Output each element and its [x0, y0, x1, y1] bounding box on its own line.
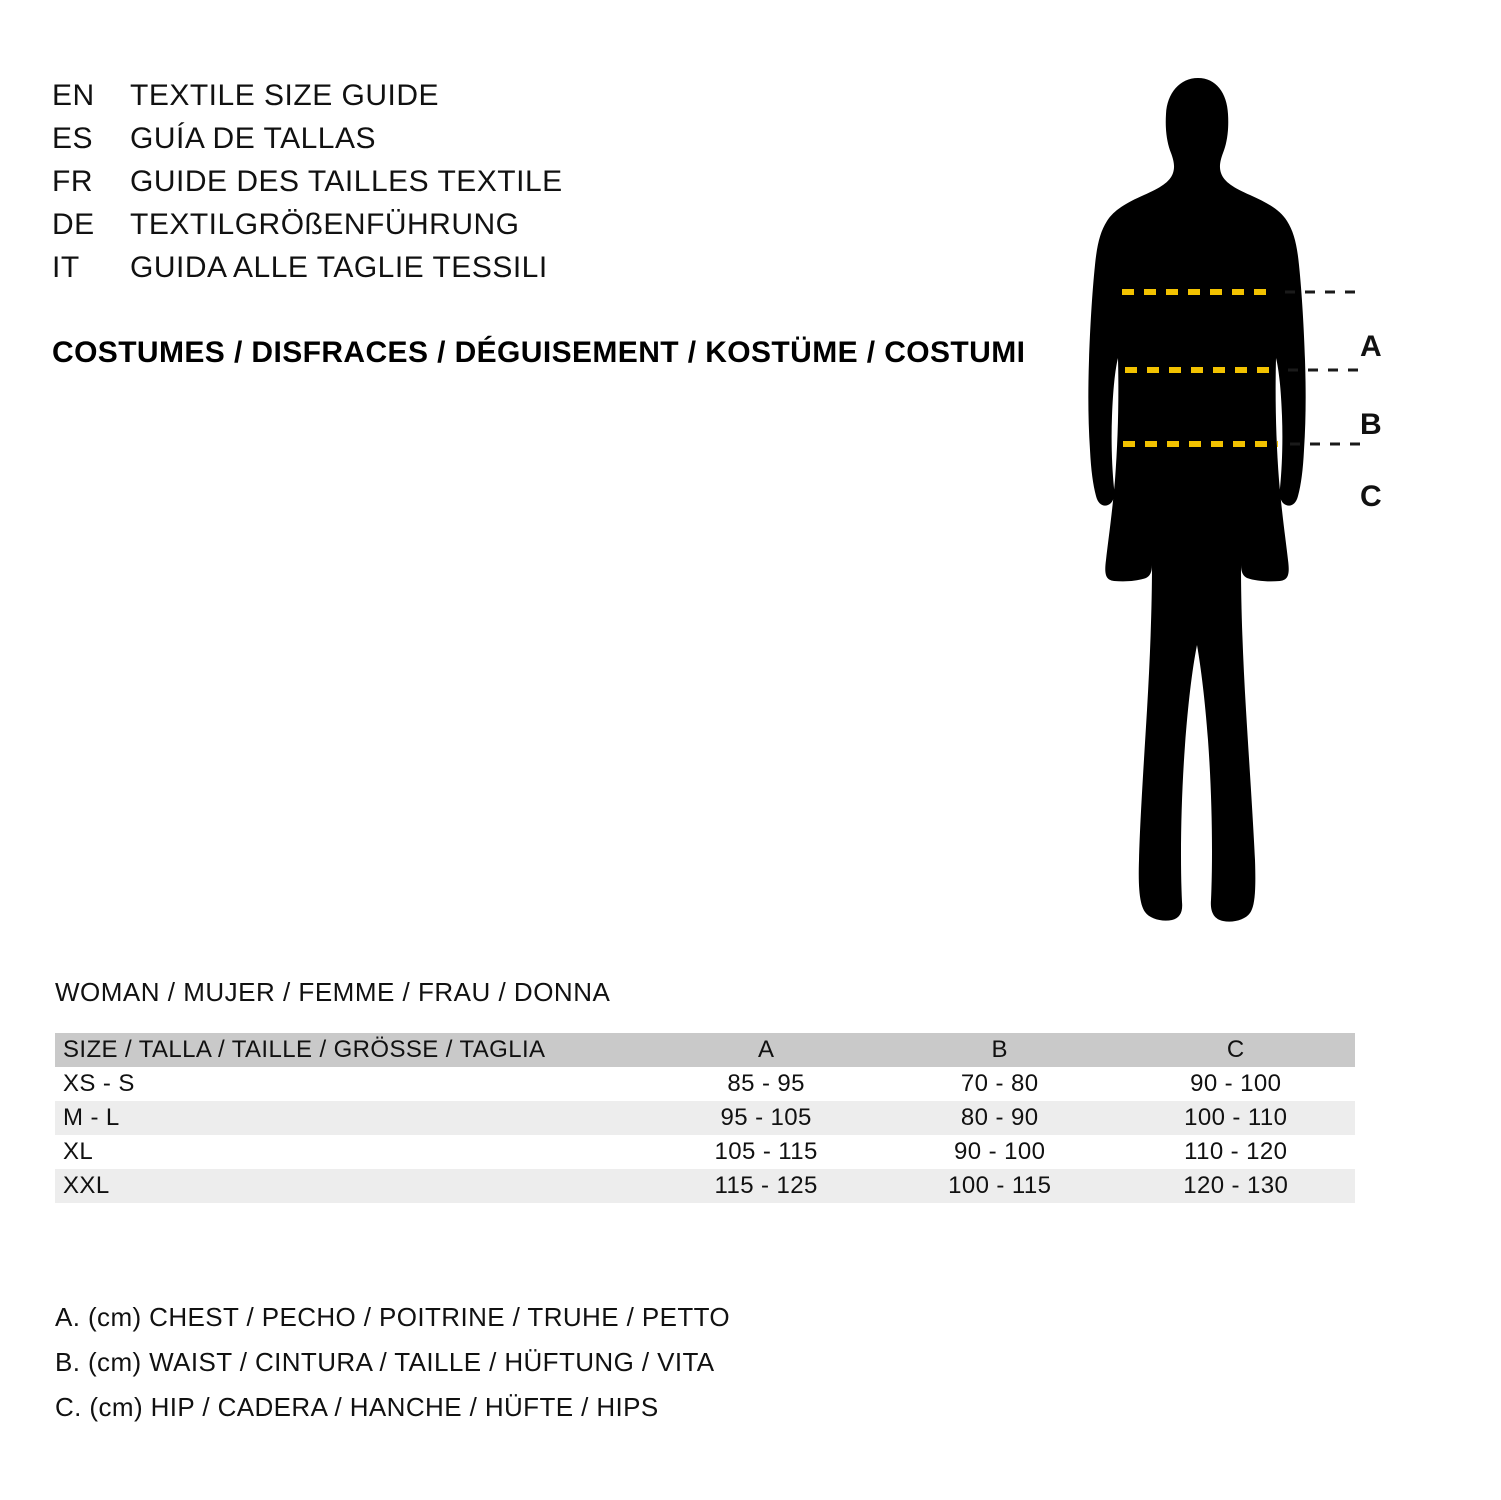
- language-text: GUIDE DES TAILLES TEXTILE: [130, 165, 563, 198]
- measurement-figure: [1030, 60, 1450, 940]
- language-text: TEXTILE SIZE GUIDE: [130, 79, 440, 112]
- marker-label-b: B: [1360, 408, 1382, 441]
- language-code: FR: [52, 165, 93, 198]
- legend-row-c: C. (cm) HIP / CADERA / HANCHE / HÜFTE / HIPS: [55, 1392, 659, 1422]
- cell-size: XXL: [63, 1172, 110, 1199]
- language-row: [52, 160, 563, 203]
- size-table: [55, 1033, 1355, 1203]
- language-code: IT: [52, 251, 80, 284]
- column-header-size: SIZE / TALLA / TAILLE / GRÖSSE / TAGLIA: [63, 1036, 546, 1063]
- column-header-a: A: [757, 1036, 775, 1063]
- cell-a: 85 - 95: [727, 1070, 805, 1097]
- cell-c: 110 - 120: [1184, 1138, 1288, 1165]
- table-row: [55, 1135, 1355, 1169]
- table-row: [55, 1067, 1355, 1101]
- table-row: [55, 1169, 1355, 1203]
- language-list: [52, 74, 563, 289]
- cell-c: 120 - 130: [1183, 1172, 1289, 1199]
- language-code: ES: [52, 122, 94, 155]
- measurement-legend: [55, 1295, 730, 1430]
- table-caption: WOMAN / MUJER / FEMME / FRAU / DONNA: [55, 977, 611, 1007]
- cell-b: 100 - 115: [948, 1172, 1052, 1199]
- cell-a: 115 - 125: [714, 1172, 818, 1199]
- table-header-row: [55, 1033, 1355, 1067]
- legend-row-a: A. (cm) CHEST / PECHO / POITRINE / TRUHE / PETTO: [55, 1302, 731, 1332]
- language-row: [52, 74, 563, 117]
- language-text: GUÍA DE TALLAS: [130, 122, 376, 155]
- legend-row-b: B. (cm) WAIST / CINTURA / TAILLE / HÜFTUNG / VITA: [55, 1347, 715, 1377]
- cell-a: 105 - 115: [714, 1138, 818, 1165]
- column-header-c: C: [1226, 1036, 1245, 1063]
- language-code: DE: [52, 208, 95, 241]
- cell-b: 70 - 80: [960, 1070, 1039, 1097]
- language-row: [52, 246, 563, 289]
- cell-size: XS - S: [63, 1070, 135, 1097]
- marker-label-c: C: [1360, 480, 1382, 513]
- table-row: [55, 1101, 1355, 1135]
- cell-c: 100 - 110: [1184, 1104, 1288, 1131]
- marker-label-a: A: [1360, 330, 1382, 363]
- category-title: COSTUMES / DISFRACES / DÉGUISEMENT / KOSTÜME / COSTUMI: [52, 336, 1026, 369]
- measurement-lines: [1030, 60, 1450, 940]
- language-row: [52, 117, 563, 160]
- cell-size: XL: [63, 1138, 94, 1165]
- column-header-b: B: [991, 1036, 1008, 1063]
- language-text: TEXTILGRÖßENFÜHRUNG: [130, 208, 520, 241]
- language-row: [52, 203, 563, 246]
- cell-b: 80 - 90: [960, 1104, 1039, 1131]
- language-code: EN: [52, 79, 95, 112]
- cell-c: 90 - 100: [1190, 1070, 1282, 1097]
- cell-a: 95 - 105: [720, 1104, 812, 1131]
- cell-b: 90 - 100: [954, 1138, 1046, 1165]
- language-text: GUIDA ALLE TAGLIE TESSILI: [130, 251, 548, 284]
- cell-size: M - L: [63, 1104, 120, 1131]
